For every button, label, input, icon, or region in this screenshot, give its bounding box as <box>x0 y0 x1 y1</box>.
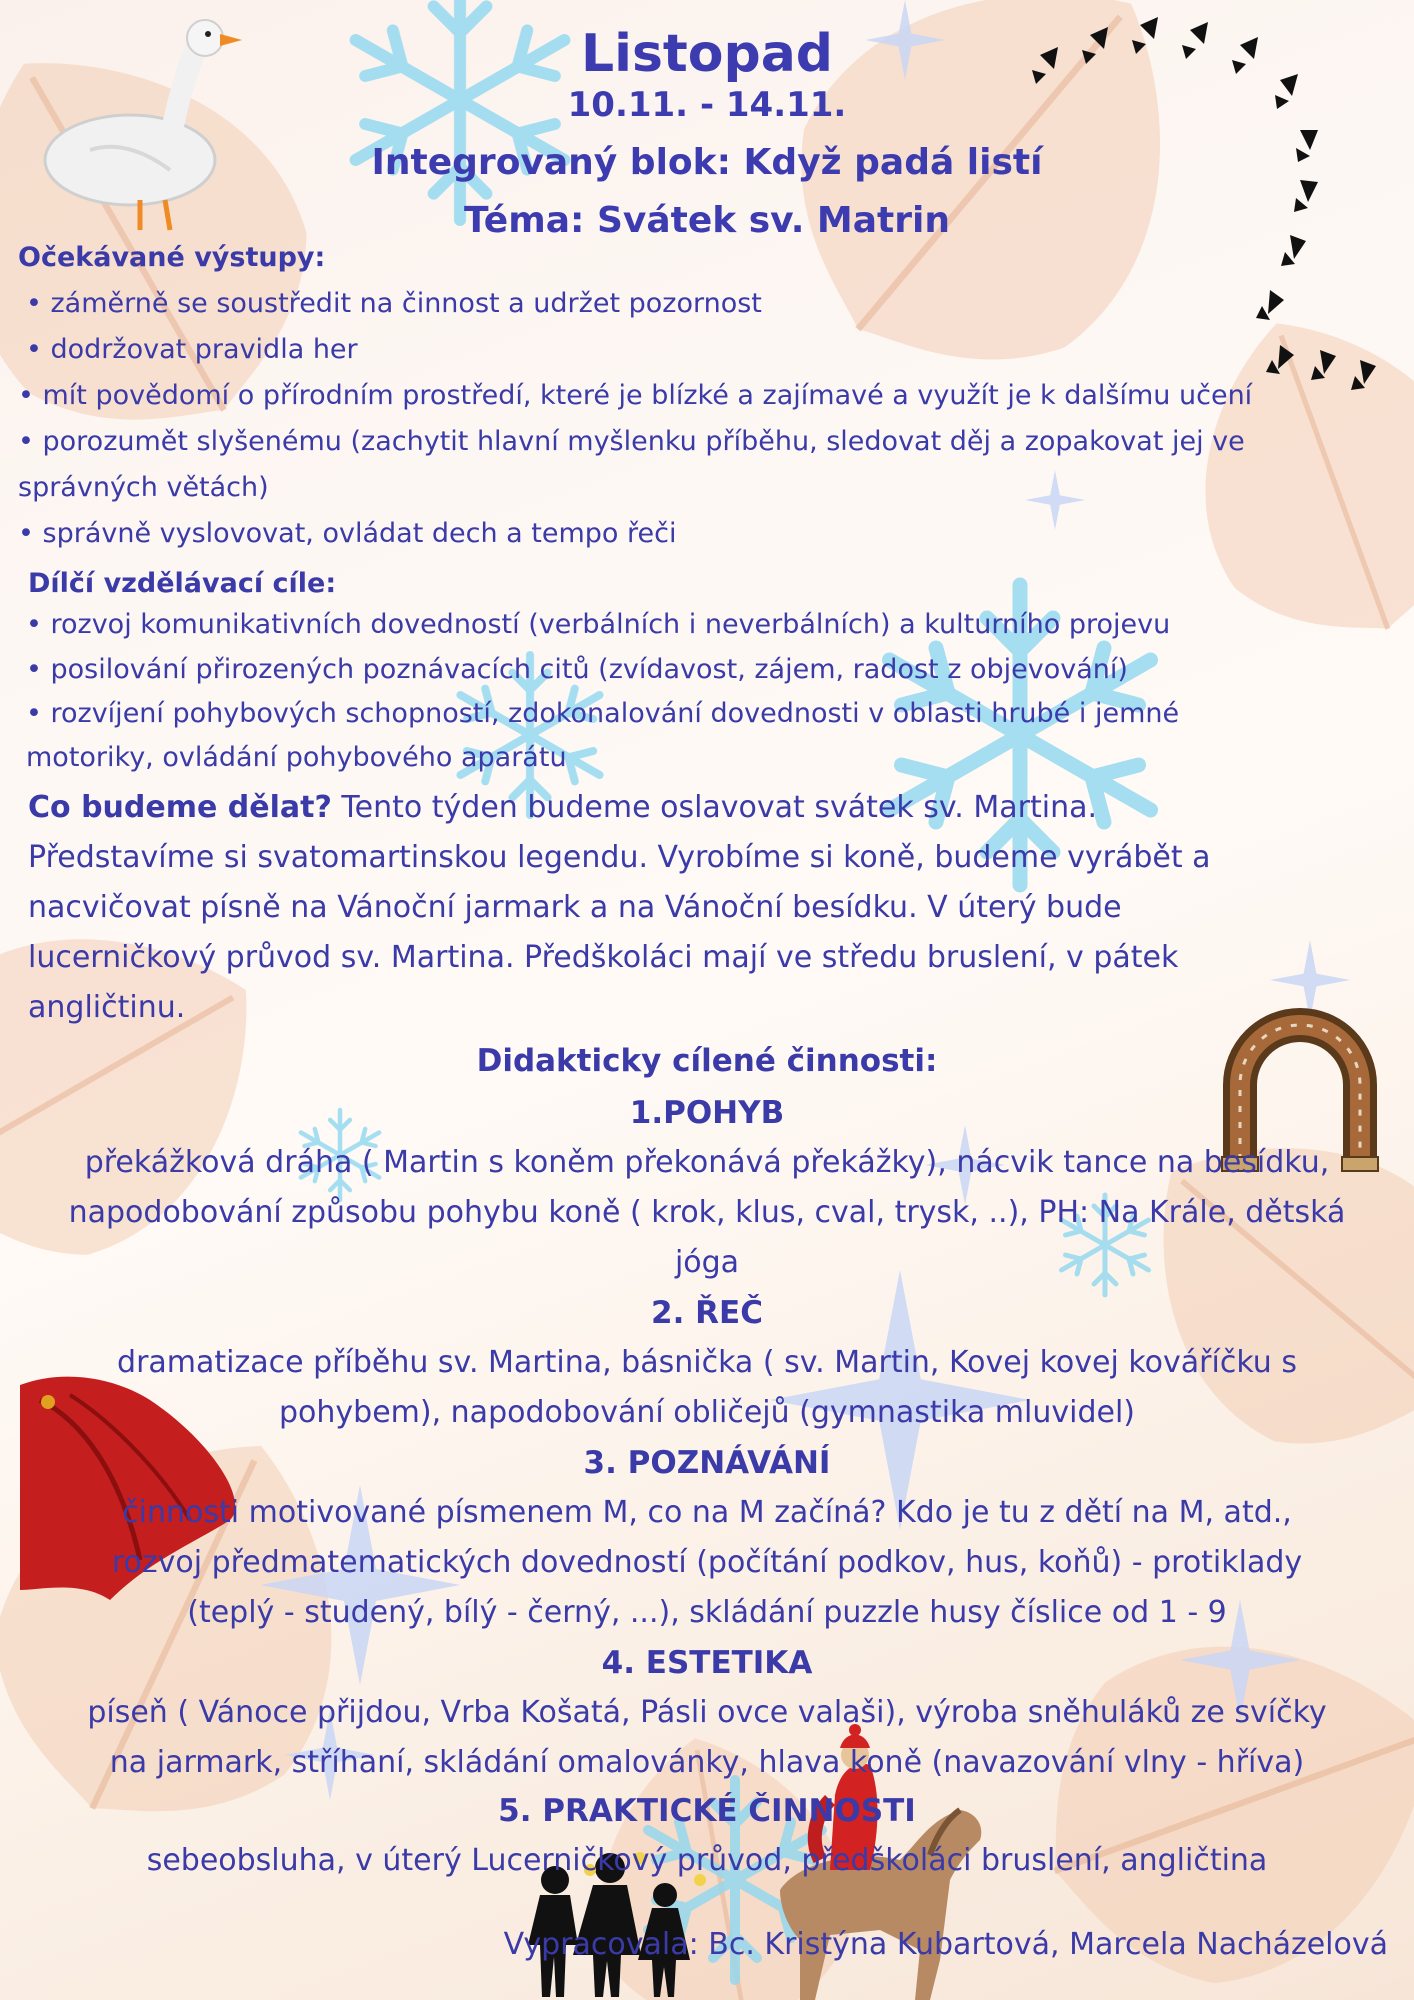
plan-line: nacvičovat písně na Vánoční jarmark a na Vánoční besídku. V úterý bude <box>28 890 1122 925</box>
integrated-block-title: Integrovaný blok: Když padá listí <box>371 142 1043 183</box>
goals-heading: Dílčí vzdělávací cíle: <box>28 568 337 599</box>
outcome-item: • záměrně se soustředit na činnost a udržet pozornost <box>26 288 762 319</box>
section-line: (teplý - studený, bílý - černý, ...), skládání puzzle husy číslice od 1 - 9 <box>187 1595 1227 1630</box>
plan-line: Představíme si svatomartinskou legendu. Vyrobíme si koně, budeme vyrábět a <box>28 840 1211 875</box>
section-line: sebeobsluha, v úterý Lucerničkový průvod, předškoláci bruslení, angličtina <box>146 1843 1268 1878</box>
page-title: Listopad <box>580 24 834 84</box>
section-line: jóga <box>674 1245 740 1280</box>
section-line: pohybem), napodobování obličejů (gymnastika mluvidel) <box>279 1395 1135 1430</box>
activities-heading: Didakticky cílené činnosti: <box>476 1043 938 1079</box>
section-text-rec <box>20 1338 1394 1438</box>
section-line: dramatizace příběhu sv. Martina, básnička ( sv. Martin, Kovej kovej kováříčku s <box>117 1345 1297 1380</box>
outcome-item: • mít povědomí o přírodním prostředí, které je blízké a zajímavé a využít je k dalšímu učení <box>18 380 1253 411</box>
section-line: napodobování způsobu pohybu koně ( krok, klus, cval, trysk, ..), PH: Na Krále, dětská <box>68 1195 1346 1230</box>
outcomes-heading: Očekávané výstupy: <box>18 242 326 273</box>
outcome-item-continued: správných větách) <box>18 472 269 503</box>
outcome-item: • porozumět slyšenému (zachytit hlavní myšlenku příběhu, sledovat děj a zopakovat jej ve <box>18 426 1245 457</box>
section-line: na jarmark, stříhaní, skládání omalovánky, hlava koně (navazování vlny - hříva) <box>109 1745 1305 1780</box>
section-line: píseň ( Vánoce přijdou, Vrba Košatá, Pásli ovce valaši), výroba sněhuláků ze svíčky <box>87 1695 1327 1730</box>
section-text-pohyb <box>20 1138 1394 1288</box>
theme-title: Téma: Svátek sv. Matrin <box>464 200 950 241</box>
plan-line: angličtinu. <box>28 990 186 1025</box>
section-text-estetika <box>20 1688 1394 1788</box>
section-title-pohyb: 1.POHYB <box>629 1095 785 1131</box>
plan-lead: Co budeme dělat? <box>28 790 332 825</box>
goal-item: • posilování přirozených poznávacích citů (zvídavost, zájem, radost z objevování) <box>26 654 1128 685</box>
plan-line-text: Tento týden budeme oslavovat svátek sv. Martina. <box>331 790 1098 825</box>
section-line: rozvoj předmatematických dovedností (počítání podkov, hus, koňů) - protiklady <box>111 1545 1303 1580</box>
date-range: 10.11. - 14.11. <box>567 85 847 125</box>
section-text-prakticke <box>20 1836 1394 1886</box>
goal-item-continued: motoriky, ovládání pohybového aparátu <box>26 742 567 773</box>
section-line: činnosti motivované písmenem M, co na M začíná? Kdo je tu z dětí na M, atd., <box>122 1495 1292 1530</box>
plan-line <box>28 783 1328 833</box>
author-credit: Vypracovala: Bc. Kristýna Kubartová, Marcela Nacházelová <box>503 1927 1388 1962</box>
section-title-estetika: 4. ESTETIKA <box>601 1645 813 1681</box>
section-title-prakticke: 5. PRAKTICKÉ ČINNOSTI <box>498 1793 916 1829</box>
outcome-item: • správně vyslovovat, ovládat dech a tempo řeči <box>18 518 677 549</box>
section-line: překážková dráha ( Martin s koněm překonává překážky), nácvik tance na besídku, <box>84 1145 1330 1180</box>
plan-paragraph <box>28 783 1328 1033</box>
goal-item: • rozvíjení pohybových schopností, zdokonalování dovednosti v oblasti hrubé i jemné <box>26 698 1180 729</box>
section-text-poznavani <box>20 1488 1394 1638</box>
plan-line: lucerničkový průvod sv. Martina. Předškoláci mají ve středu bruslení, v pátek <box>28 940 1179 975</box>
section-title-rec: 2. ŘEČ <box>651 1295 763 1331</box>
goal-item: • rozvoj komunikativních dovedností (verbálních i neverbálních) a kulturního projevu <box>26 609 1171 640</box>
section-title-poznavani: 3. POZNÁVÁNÍ <box>583 1445 831 1481</box>
outcome-item: • dodržovat pravidla her <box>26 334 358 365</box>
